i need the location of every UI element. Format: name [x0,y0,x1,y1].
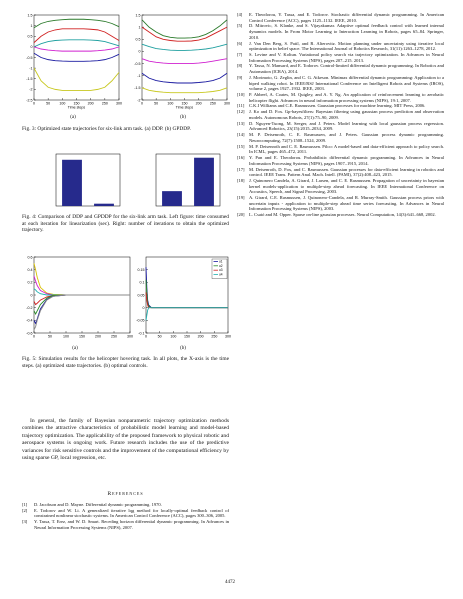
x-tick-label: 300 [224,101,230,106]
legend-label: u4 [219,272,223,277]
reference-number: [9] [237,74,243,80]
x-tick-label: 150 [184,334,190,339]
fig5b-chart [132,254,232,340]
reference-text: D. Jacobson and D. Mayne. Differential dynamic programming. 1970. [34,502,162,507]
reference-number: [18] [237,178,245,184]
y-tick-label: -1.5 [134,86,141,91]
x-tick-label: 100 [167,101,174,106]
y-tick-label: 0 [30,45,33,50]
reference-item [22,519,229,530]
x-tick-label: 200 [95,334,101,339]
reference-number: [20] [237,212,245,218]
reference-number: [19] [237,195,245,201]
reference-text: Y. Pan and E. Theodorou. Probabilistic differential dynamic programming. In Advances in Neural Information Processing Systems (NIPS), pages 1907–1915, 2014. [249,155,444,166]
x-axis-label: Time steps [67,105,86,110]
reference-item [237,12,444,23]
bar [162,191,182,206]
reference-text: A. Girard, C.E. Rasmussen, J. Quinonero-Candela, and R. Murray-Smith. Gaussian process priors with uncertain inputs - application to multiple-step ahead time series forecasting. In Advances in Neural Information Processing Systems (NIPS), 2003. [249,195,444,212]
y-tick-label: -2 [29,87,33,92]
fig3b-chart [130,12,230,114]
x-tick-label: 200 [87,101,94,106]
page-number: 4472 [225,580,235,585]
x-tick-label: 100 [63,334,69,339]
reference-item [237,212,444,218]
fig5-caption: Fig. 5: Simulation results for the helicopter hovering task. In all plots, the X-axis is the time steps. (a) optimized state trajectories. (b) optimal controls. [22,356,229,369]
y-tick-label: -1 [137,74,141,79]
fig4-right-chart [150,152,225,210]
reference-item [237,121,444,132]
y-tick-label: -0.2 [26,305,33,310]
y-tick-label: 0.05 [137,293,145,298]
x-tick-label: 300 [225,334,231,339]
y-tick-label: 1.5 [135,13,141,18]
fig3-sub-b: (b) [180,115,186,120]
reference-item [22,502,229,508]
reference-number: [2] [22,507,28,513]
reference-text: J. Quinonero Candela, A. Girard, J. Larsen, and C. E. Rasmussen. Propagation of uncertainty in bayesian kernel models-application to multiple-step ahead forecasting. In IEEE International Conference on Acoustics, Speech, and Signal Processing, 2003. [249,178,444,195]
y-tick-label: -0.5 [134,61,141,66]
reference-text: E. Todorov and W. Li. A generalized iterative lqg method for locally-optimal feedback control of constrained nonlinear stochastic systems. In American Control Conference (ACC), pages 300–306, 2005. [34,507,229,519]
reference-number: [11] [237,103,245,109]
reference-number: [3] [22,519,28,525]
x-axis-label: Time steps [175,105,194,110]
y-tick-label: -1.5 [26,77,33,82]
fig3-caption: Fig. 3: Optimized state trajectories for six-link arm task. (a) DDP. (b) GPDDP. [22,126,191,132]
reference-number: [1] [22,502,28,507]
reference-item [22,508,229,519]
legend-label: u3 [219,268,223,273]
legend-label: u2 [219,263,223,268]
reference-number: [10] [237,92,245,97]
reference-item [237,144,444,155]
x-tick-label: 250 [209,101,216,106]
fig5-sub-b: (b) [180,346,186,351]
x-tick-label: 250 [111,334,117,339]
references-left [22,502,229,531]
x-tick-label: 0 [145,334,147,339]
x-tick-label: 50 [157,334,162,339]
bar [94,204,114,206]
reference-text: M. P. Deisenroth and C. E. Rasmussen. Pilco: A model-based and data-efficient approach to policy search. In ICML, pages 465–472, 2011. [249,143,444,155]
x-tick-label: 150 [79,334,85,339]
reference-item [237,23,444,40]
x-tick-label: 0 [141,101,143,106]
reference-number: [6] [237,40,243,46]
reference-text: J. Ko and D. Fox. Gp-bayesfilters: Bayesian filtering using gaussian process prediction and observation models. Autonomous Robots, 27(1):75–90, 2009. [249,109,444,120]
reference-number: [4] [237,12,243,17]
reference-text: D. Nguyen-Tuong, M. Seeger, and J. Peters. Model learning with local gaussian process regression. Advanced Robotics, 23(15):2015–2034, 2009. [249,120,444,132]
conclusion-paragraph: In general, the family of Bayesian nonparametric trajectory optimization methods combines the attractive characteristics of probabilistic model learning and model-based trajectory optimization. The applicability of the proposed framework to physical robotic and aerospace systems is ongoing work. Future research includes the use of the predictive variances for risk sensitive controls and the improvement of the computational efficiency by using sparse GP, local regression, etc. [22,418,229,462]
reference-number: [5] [237,23,243,29]
x-tick-label: 200 [195,101,202,106]
reference-item [237,178,444,195]
x-tick-label: 300 [116,101,122,106]
reference-number: [8] [237,63,243,69]
reference-text: P. Abbeel, A. Coates, M. Quigley, and A. Y. Ng. An application of reinforcement learning to aerobatic helicopter flight. Advances in neural information processing systems (NIPS), 19:1, 2007. [249,92,444,103]
y-tick-label: 0 [138,49,141,54]
reference-text: E. Theodorou, Y. Tassa, and E. Todorov. Stochastic differential dynamic programming. In American Control Conference (ACC), pages 1125–1132. IEEE, 2010. [249,12,444,23]
y-tick-label: 0.15 [137,267,145,272]
x-tick-label: 50 [154,101,159,106]
x-tick-label: 200 [197,334,204,339]
y-tick-label: 0 [30,293,33,298]
reference-item [237,63,444,74]
reference-item [237,52,444,63]
bar [194,158,214,206]
y-tick-label: -2.5 [26,98,33,103]
x-tick-label: 50 [48,334,52,339]
reference-text: Y. Tassa, N. Mansard, and E. Todorov. Control-limited differential dynamic programming. In Robotics and Automation (ICRA), 2014. [249,63,444,75]
x-tick-label: 300 [127,334,133,339]
references-right [237,12,444,218]
x-tick-label: 100 [170,334,177,339]
plot-frame [142,15,227,100]
y-tick-label: 0.1 [139,280,145,285]
x-tick-label: 0 [33,101,35,106]
y-tick-label: 0.4 [27,267,33,272]
references-heading: References [107,491,144,497]
x-tick-label: 100 [59,101,66,106]
y-tick-label: 0.2 [27,280,33,285]
reference-number: [17] [237,166,245,172]
reference-item [237,195,444,212]
y-tick-label: -2 [137,98,141,103]
reference-text: D. Mitrovic, S. Klanke, and S. Vijayakumar. Adaptive optimal feedback control with learned internal dynamics models. In From Motor Learning to Interaction Learning in Robots, pages 65–84. Springer, 2010. [249,23,444,40]
y-tick-label: 0.5 [27,34,33,39]
reference-item [237,41,444,52]
y-tick-label: 1.5 [27,13,33,18]
x-tick-label: 0 [33,334,35,339]
reference-text: Y. Tassa, T. Erez, and W. D. Smart. Receding horizon differential dynamic programming. In Advances in Neural Information Processing Systems (NIPS), 2007. [34,519,229,530]
reference-item [237,103,444,109]
reference-text: M. P. Deisenroth, C. E. Rasmussen, and J. Peters. Gaussian process dynamic programming. Neurocomputing, 72(7):1508–1524, 2009. [249,132,444,143]
x-tick-label: 250 [101,101,108,106]
bar [62,160,82,206]
y-tick-label: -0.05 [136,318,145,323]
reference-text: J. Morimoto, G. Zeglin, and C. G. Atkeson. Minimax differential dynamic programming: Application to a biped walking robot. In IEEE/RSJ International Conference on Intelligent Robots and Systems (IROS), volume 2, pages 1927–1932. IEEE, 2003. [249,74,444,92]
y-tick-label: -1 [29,66,33,71]
y-tick-label: 0.5 [135,37,141,42]
y-tick-label: 1 [138,25,141,30]
x-tick-label: 250 [211,334,218,339]
fig5a-chart [22,254,134,340]
legend-label: u1 [219,259,223,264]
y-tick-label: 1 [30,23,33,28]
reference-number: [12] [237,109,245,115]
reference-item [237,92,444,103]
reference-item [237,132,444,143]
reference-item [237,109,444,120]
reference-text: S. Levine and V. Koltun. Variational policy search via trajectory optimization. In Advances in Neural Information Processing Systems (NIPS), pages 207–215. 2013. [249,52,444,63]
reference-number: [14] [237,132,245,138]
fig4-left-chart [50,152,125,210]
reference-text: L. Csató and M. Opper. Sparse on-line gaussian processes. Neural Computation, 14(3):641–668, 2002. [249,212,436,218]
y-tick-label: 0 [142,305,145,310]
reference-item [237,167,444,178]
fig3a-chart [22,12,122,114]
reference-text: C.K.I Williams and C.E. Rasmussen. Gaussian processes for machine learning. MIT Press, 2006. [249,103,426,109]
x-tick-label: 50 [46,101,51,106]
reference-item [237,155,444,166]
plot-frame [34,15,119,100]
y-tick-label: -0.6 [26,331,33,336]
fig4-caption: Fig. 4: Comparison of DDP and GPDDP for the six-link arm task. Left figure: time consumed at each iteration for linearization (sec). Right: number of iterations to obtain the optimized trajectory. [22,214,229,233]
reference-number: [7] [237,52,243,57]
reference-text: M. Deisenroth, D. Fox, and C. Rasmussen. Gaussian processes for data-efficient learning in robotics and control. IEEE Trans. Pattern Anal. Mach. Intell. (PAMI), 37(2):408–423, 2015. [249,166,444,178]
y-tick-label: -0.5 [26,55,33,60]
reference-number: [16] [237,155,245,161]
x-tick-label: 150 [181,101,188,106]
reference-item [237,75,444,92]
reference-text: J. Van Den Berg, S. Patil, and R. Alterovitz. Motion planning under uncertainty using iterative local optimization in belief space. The International Journal of Robotics Research, 31(11):1263–1278, 2012. [249,40,444,52]
fig5-sub-a: (a) [72,346,78,351]
y-tick-label: -0.1 [138,331,145,336]
y-tick-label: -0.4 [26,318,33,323]
fig3-sub-a: (a) [70,115,76,120]
reference-number: [13] [237,120,245,126]
x-tick-label: 150 [73,101,80,106]
y-tick-label: 0.6 [27,255,33,260]
reference-number: [15] [237,143,245,149]
